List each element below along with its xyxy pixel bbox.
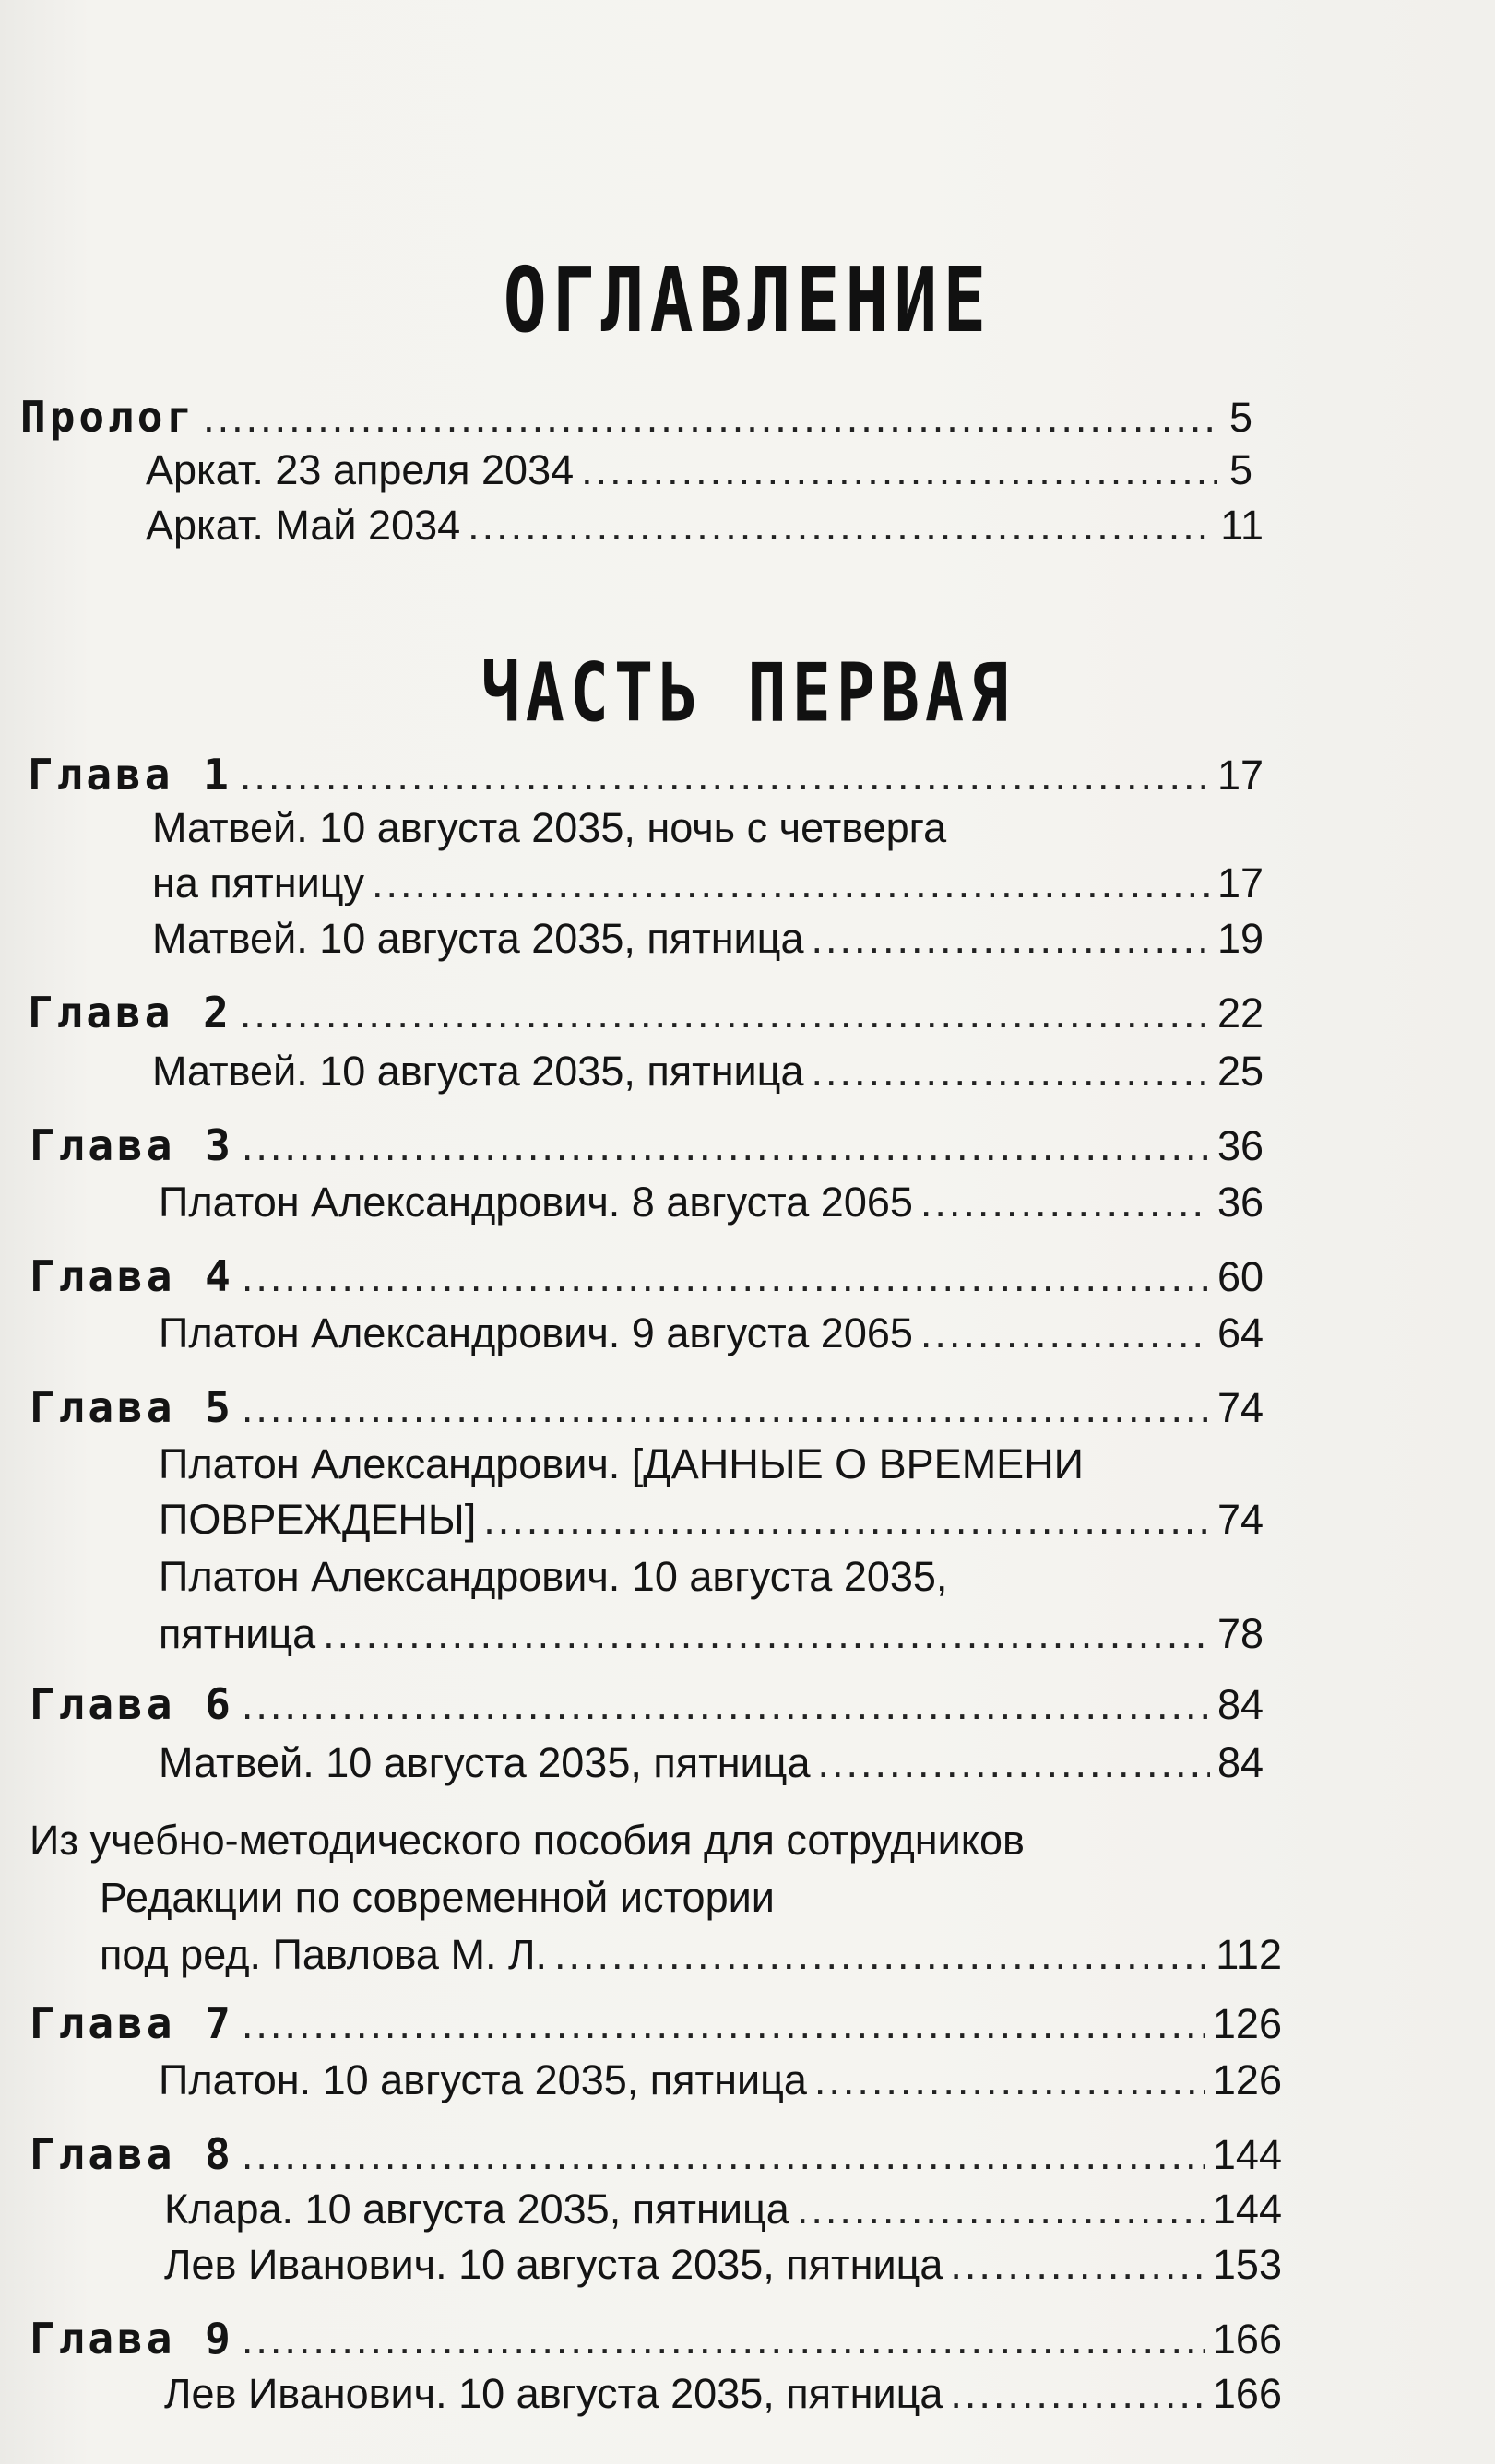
entry-label: Лев Иванович. 10 августа 2035, пятница: [164, 2370, 943, 2417]
entry-label: Глава 6: [30, 1679, 234, 1729]
part-title: ЧАСТЬ ПЕРВАЯ: [481, 646, 1014, 740]
page-number: 74: [1216, 1384, 1264, 1431]
entry-label: ПОВРЕЖДЕНЫ]: [159, 1496, 477, 1543]
toc-entry-chapter-7: [30, 1996, 1282, 2051]
toc-subentry: [159, 2053, 1282, 2108]
leader-dots: [812, 911, 1210, 966]
entry-label: Матвей. 10 августа 2035, пятница: [152, 915, 804, 962]
entry-label: на пятницу: [152, 859, 364, 906]
entry-label: Матвей. 10 августа 2035, пятница: [159, 1739, 811, 1786]
toc-subentry: [146, 498, 1264, 553]
leader-dots: [468, 498, 1213, 553]
leader-dots: [581, 443, 1217, 498]
page-number: 36: [1216, 1179, 1264, 1226]
entry-label: под ред. Павлова М. Л.: [100, 1931, 547, 1978]
toc-subentry: [152, 856, 1264, 911]
toc-subentry: [159, 1175, 1264, 1230]
page-number: 17: [1216, 752, 1264, 799]
leader-dots: [242, 2312, 1205, 2367]
page-number: 144: [1212, 2131, 1282, 2178]
toc-section-line: Из учебно-методического пособия для сотрудников: [30, 1817, 1025, 1864]
toc-entry-prologue: [20, 389, 1252, 444]
page-number: 64: [1216, 1309, 1264, 1356]
toc-entry-chapter-2: [28, 985, 1264, 1040]
page-number: 126: [1212, 2000, 1282, 2047]
entry-label: Аркат. 23 апреля 2034: [146, 446, 575, 493]
toc-subentry: [164, 2366, 1282, 2422]
entry-label: Пролог: [20, 392, 196, 442]
page-number: 84: [1216, 1681, 1264, 1728]
page-number: 22: [1216, 989, 1264, 1037]
toc-subentry: [159, 1606, 1264, 1662]
page-number: 19: [1216, 915, 1264, 962]
page-number: 78: [1216, 1610, 1264, 1657]
toc-entry-chapter-8: [30, 2126, 1282, 2182]
toc-subentry: [152, 911, 1264, 966]
leader-dots: [242, 2127, 1205, 2183]
page-number: 36: [1216, 1122, 1264, 1169]
page-number: 11: [1220, 502, 1264, 549]
toc-entry-chapter-3: [30, 1118, 1264, 1173]
toc-subentry: [159, 1306, 1264, 1361]
toc-subentry: [164, 2182, 1282, 2237]
leader-dots: [920, 1306, 1210, 1361]
page-number: 166: [1212, 2370, 1282, 2417]
leader-dots: [242, 1996, 1205, 2052]
entry-label: Глава 8: [30, 2129, 234, 2179]
toc-title: ОГЛАВЛЕНИЕ: [503, 249, 992, 353]
leader-dots: [483, 1492, 1210, 1547]
leader-dots: [242, 1250, 1210, 1305]
toc-section-entry: [100, 1927, 1282, 1983]
leader-dots: [797, 2182, 1205, 2237]
page-number: 166: [1212, 2316, 1282, 2363]
toc-subentry: [164, 2237, 1282, 2292]
entry-label: Глава 9: [30, 2314, 234, 2363]
entry-label: Глава 7: [30, 1998, 234, 2048]
page-number: 60: [1216, 1253, 1264, 1300]
leader-dots: [242, 1119, 1210, 1174]
page-number: 112: [1216, 1931, 1282, 1978]
entry-label: Платон Александрович. 8 августа 2065: [159, 1179, 913, 1226]
page-number: 25: [1216, 1048, 1264, 1095]
toc-subentry: [159, 1492, 1264, 1547]
entry-label: Платон. 10 августа 2035, пятница: [159, 2056, 807, 2103]
leader-dots: [323, 1606, 1210, 1662]
entry-label: Глава 1: [28, 750, 232, 800]
leader-dots: [950, 2366, 1205, 2422]
toc-subentry: [152, 1044, 1264, 1099]
toc-section-line: Редакции по современной истории: [100, 1874, 775, 1921]
leader-dots: [950, 2237, 1205, 2292]
toc-subentry-line: Матвей. 10 августа 2035, ночь с четверга: [152, 804, 947, 851]
leader-dots: [920, 1175, 1210, 1230]
page-number: 5: [1228, 446, 1252, 493]
leader-dots: [240, 748, 1210, 803]
leader-dots: [203, 390, 1217, 445]
page-number: 153: [1212, 2241, 1282, 2288]
entry-label: Матвей. 10 августа 2035, пятница: [152, 1048, 804, 1095]
toc-entry-chapter-4: [30, 1249, 1264, 1304]
leader-dots: [554, 1927, 1208, 1983]
entry-label: Клара. 10 августа 2035, пятница: [164, 2186, 789, 2233]
page-number: 17: [1216, 859, 1264, 906]
toc-subentry: [146, 443, 1252, 498]
page-number: 144: [1212, 2186, 1282, 2233]
entry-label: Аркат. Май 2034: [146, 502, 461, 549]
toc-entry-chapter-6: [30, 1676, 1264, 1732]
entry-label: Лев Иванович. 10 августа 2035, пятница: [164, 2241, 943, 2288]
entry-label: Глава 2: [28, 988, 232, 1037]
leader-dots: [812, 1044, 1210, 1099]
page-number: 126: [1212, 2056, 1282, 2103]
leader-dots: [818, 1735, 1210, 1791]
toc-subentry-line: Платон Александрович. 10 августа 2035,: [159, 1553, 948, 1600]
leader-dots: [242, 1380, 1210, 1436]
toc-subentry: [159, 1735, 1264, 1791]
toc-entry-chapter-1: [28, 747, 1264, 802]
entry-label: Глава 4: [30, 1251, 234, 1301]
entry-label: Глава 5: [30, 1382, 234, 1432]
entry-label: пятница: [159, 1610, 316, 1657]
page-number: 74: [1216, 1496, 1264, 1543]
toc-entry-chapter-9: [30, 2311, 1282, 2366]
leader-dots: [242, 1677, 1210, 1733]
page-number: 84: [1216, 1739, 1264, 1786]
leader-dots: [814, 2053, 1205, 2108]
entry-label: Платон Александрович. 9 августа 2065: [159, 1309, 913, 1356]
toc-subentry-line: Платон Александрович. [ДАННЫЕ О ВРЕМЕНИ: [159, 1440, 1085, 1487]
toc-entry-chapter-5: [30, 1380, 1264, 1435]
leader-dots: [240, 986, 1210, 1041]
entry-label: Глава 3: [30, 1120, 234, 1170]
leader-dots: [372, 856, 1210, 911]
page-number: 5: [1228, 394, 1252, 441]
